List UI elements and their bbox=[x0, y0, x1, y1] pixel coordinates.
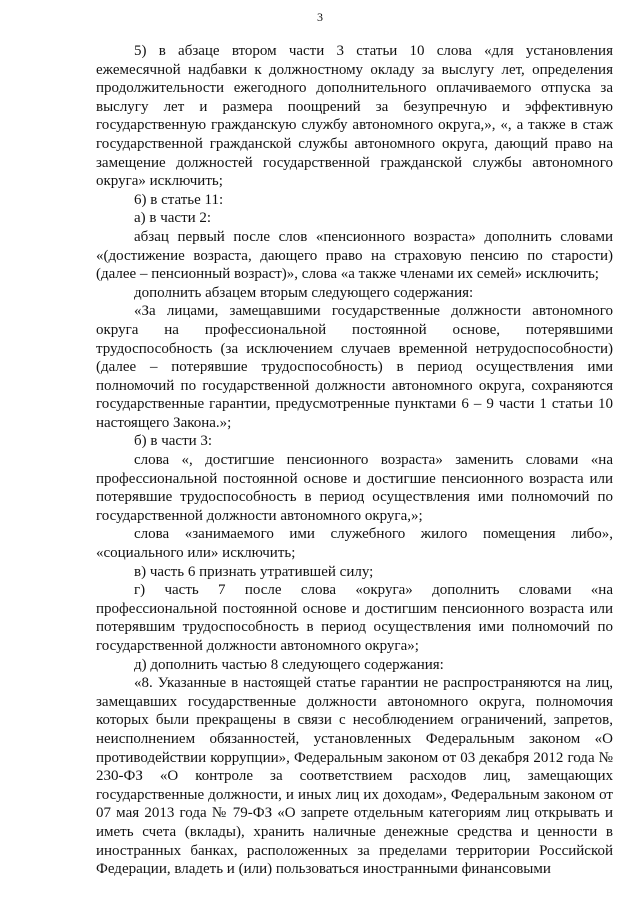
paragraph-add-second-paragraph: дополнить абзацем вторым следующего содержания: bbox=[134, 284, 474, 301]
paragraph-part-7: г) часть 7 после слова «округа» дополнить словами «на профессиональной постоянной основе и достигшим пенсионного возраста или потерявшим трудоспособность в период осуществления ими полномочий по государственной должности автономного округа»; bbox=[96, 582, 613, 654]
paragraph-add-part-8: д) дополнить частью 8 следующего содержания: bbox=[134, 656, 444, 673]
document-body bbox=[96, 42, 613, 879]
paragraph-first-paragraph-amendment: абзац первый после слов «пенсионного возраста» дополнить словами «(достижение возраста, дающего право на страховую пенсию по старости) (далее – пенсионный возраст)», слова «а также членами их семей» исключить; bbox=[96, 228, 613, 283]
paragraph-exclude-words: слова «занимаемого ими служебного жилого помещения либо», «социального или» исключить; bbox=[96, 526, 613, 562]
paragraph-part-8-text: «8. Указанные в настоящей статье гарантии не распространяются на лиц, замещавших государственные должности автономного округа, полномочия которых были прекращены в связи с несоблюдением ограничений, запретов, неисполнением обязанностей, установленных Федеральным законом «О противодействии коррупции», Федеральным законом от 03 декабря 2012 года № 230-ФЗ «О контроле за соответствием расходов лиц, замещающих государственные должности, и иных лиц их доходам», Федеральным законом от 07 мая 2013 года № 79-ФЗ «О запрете отдельным категориям лиц открывать и иметь счета (вклады), хранить наличные денежные средства и ценности в иностранных банках, расположенных за пределами территории Российской Федерации, владеть и (или) пользоваться иностранными финансовыми bbox=[96, 675, 613, 878]
paragraph-part-6-repealed: в) часть 6 признать утратившей силу; bbox=[134, 563, 374, 580]
page-number: 3 bbox=[317, 10, 323, 24]
paragraph-article-11: 6) в статье 11: bbox=[134, 191, 224, 208]
paragraph-part-2: а) в части 2: bbox=[134, 210, 212, 227]
paragraph-item-5: 5) в абзаце втором части 3 статьи 10 слова «для установления ежемесячной надбавки к должностному окладу за выслугу лет, определения продолжительности ежегодного дополнительного оплачиваемого отпуска за выслугу лет и размера поощрений за безупречную и эффективную государственную гражданскую службу автономного округа,», «, а также в стаж государственной гражданской службы автономного округа, дающий право на замещение должностей государственной гражданской службы автономного округа» исключить; bbox=[96, 43, 613, 190]
paragraph-replace-words: слова «, достигшие пенсионного возраста» заменить словами «на профессиональной постоянной основе и достигшие пенсионного возраста или потерявшие трудоспособность в период осуществления ими полномочий по государственной должности автономного округа,»; bbox=[96, 452, 613, 524]
paragraph-quoted-guarantees: «За лицами, замещавшими государственные должности автономного округа на профессиональной постоянной основе, потерявшими трудоспособность (за исключением случаев временной нетрудоспособности) (далее – потерявшие трудоспособность) в период осуществления ими полномочий по государственной должности автономного округа, сохраняются государственные гарантии, предусмотренные пунктами 6 – 9 части 1 статьи 10 настоящего Закона.»; bbox=[96, 303, 613, 431]
paragraph-part-3: б) в части 3: bbox=[134, 433, 213, 450]
